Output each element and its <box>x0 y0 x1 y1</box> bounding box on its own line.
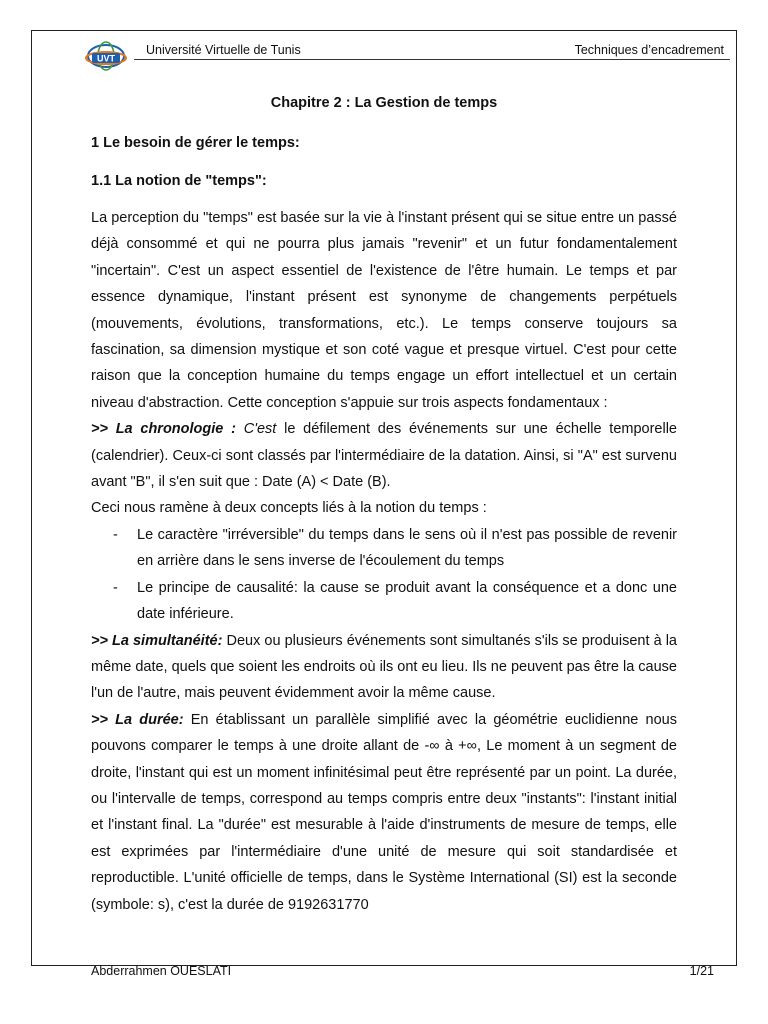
list-item-text: Le principe de causalité: la cause se produit avant la conséquence et a donc une date inférieure. <box>137 579 677 623</box>
chronologie-lead: C'est <box>243 421 277 438</box>
duree-text: En établissant un parallèle simplifié avec la géométrie euclidienne nous pouvons comparer le temps à une droite allant de -∞ à +∞, Le moment à un segment de droite, l'instant qui est un moment infinitésimal peut être représenté par un point. La durée, ou l'intervalle de temps, correspond au temps compris entre deux "instants": l'instant initial et l'instant final. La "durée" est mesurable à l'aide d'instruments de mesure de temps, elle est exprimées par l'intermédiaire d'une unité de mesure qui soit standardisée et reproductible. L'unité officielle de temps, dans le Système International (SI) est la seconde (symbole: s), c'est la durée de 9192631770 <box>91 711 677 913</box>
chapter-title: Chapitre 2 : La Gestion de temps <box>270 95 498 111</box>
body-text <box>91 205 677 918</box>
list-item-text: Le caractère "irréversible" du temps dans le sens où il n'est pas possible de revenir en arrière dans le sens inverse de l'écoulement du temps <box>137 526 677 570</box>
header-rule <box>134 59 730 60</box>
chronologie-label: >> La chronologie : <box>91 421 236 438</box>
list-bullet: - <box>113 526 118 543</box>
chronologie-text: le défilement des événements sur une échelle temporelle (calendrier). Ceux-ci sont classés par l'intermédiaire de la datation. Ainsi, si "A" est survenu avant "B", il s'en suit que : Date (A) < Date (B). <box>91 421 677 491</box>
list-item <box>91 522 677 575</box>
footer-author: Abderrahmen OUESLATI <box>91 964 232 978</box>
chronologie-paragraph <box>91 416 677 495</box>
university-name: Université Virtuelle de Tunis <box>146 43 301 57</box>
concepts-list <box>91 522 677 628</box>
list-bullet: - <box>113 579 118 596</box>
simultaneite-paragraph <box>91 628 677 707</box>
intro-paragraph: La perception du "temps" est basée sur la vie à l'instant présent qui se situe entre un passé déjà consommé et qui ne pourra plus jamais "revenir" et un futur fondamentalement "incertain". C'est un aspect essentiel de l'existence de l'être humain. Le temps et par essence dynamique, l'instant présent est synonyme de changements perpétuels (mouvements, évolutions, transformations, etc.). Le temps conserve toujours sa fascination, sa dimension mystique et son coté vague et presque virtuel. C'est pour cette raison que la conception humaine du temps engage un effort intellectuel et un certain niveau d'abstraction. Cette conception s'appuie sur trois aspects fondamentaux : <box>91 210 677 411</box>
simultaneite-label: >> La simultanéité: <box>91 632 223 649</box>
section-1-1-heading: 1.1 La notion de "temps": <box>91 173 267 189</box>
course-name: Techniques d’encadrement <box>574 43 724 57</box>
simultaneite-text: Deux ou plusieurs événements sont simultanés s'ils se produisent à la même date, quels que soient les endroits où ils ont eu lieu. Ils ne peuvent pas être la cause l'un de l'autre, mais peuvent évidemment avoir la même cause. <box>91 632 677 702</box>
footer-page-number: 1/21 <box>689 964 714 978</box>
duree-paragraph <box>91 707 677 918</box>
duree-label: >> La durée: <box>91 711 184 728</box>
concepts-intro: Ceci nous ramène à deux concepts liés à la notion du temps : <box>91 500 487 517</box>
list-item <box>91 575 677 628</box>
uvt-logo <box>84 40 128 76</box>
logo-text: UVT <box>97 53 115 64</box>
section-1-heading: 1 Le besoin de gérer le temps: <box>91 135 300 151</box>
